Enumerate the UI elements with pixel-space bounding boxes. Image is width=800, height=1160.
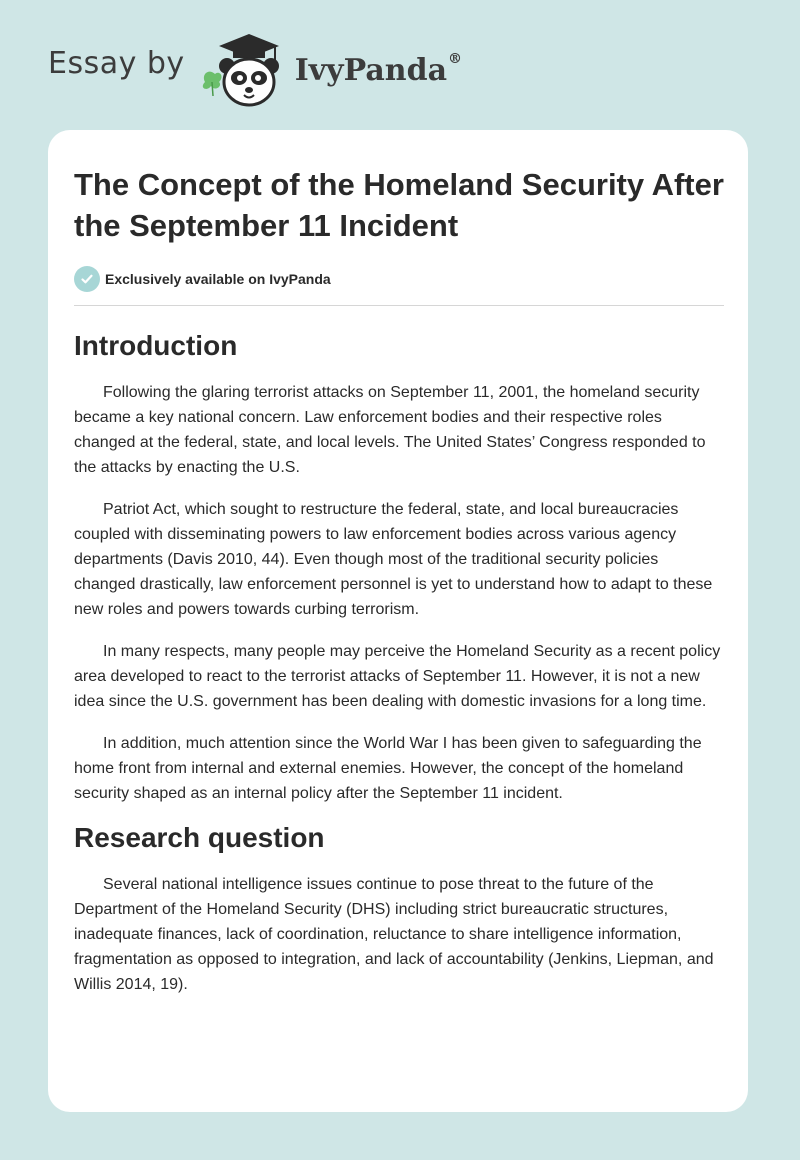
- divider: [74, 305, 724, 306]
- check-circle-icon: [74, 266, 100, 292]
- essay-by-label: Essay by: [48, 45, 185, 81]
- paragraph: Patriot Act, which sought to restructure the federal, state, and local bureaucracies coupled with disseminating powers to law enforcement bodies across various agency departments (Davis 2010, 44). Even though most of the traditional security policies changed drastically, law enforcement personnel is yet to understand how to adapt to these new roles and powers towards curbing terrorism.: [74, 501, 713, 618]
- paragraph: In many respects, many people may perceive the Homeland Security as a recent policy area developed to react to the terrorist attacks of September 11. However, it is not a new idea since the U.S. government has been dealing with domestic invasions for a long time.: [74, 643, 721, 710]
- article-title: The Concept of the Homeland Security After the September 11 Incident: [74, 167, 724, 243]
- section-heading-introduction: Introduction: [74, 330, 238, 361]
- site-header: [48, 30, 462, 110]
- exclusive-badge: [74, 266, 724, 292]
- section-heading-research-question: Research question: [74, 822, 325, 853]
- panda-graduate-icon[interactable]: [199, 30, 289, 110]
- paragraph: Following the glaring terrorist attacks on September 11, 2001, the homeland security became a key national concern. Law enforcement bodies and their respective roles changed at the federal, state, and local levels. The United States’ Congress responded to the attacks by enacting the U.S.: [74, 384, 706, 476]
- exclusive-badge-text: Exclusively available on IvyPanda: [105, 271, 331, 287]
- brand-name[interactable]: IvyPanda®: [294, 50, 463, 88]
- registered-mark: ®: [448, 50, 463, 67]
- paragraph: Several national intelligence issues continue to pose threat to the future of the Department of the Homeland Security (DHS) including strict bureaucratic structures, inadequate finances, lack of coordination, reluctance to share intelligence information, fragmentation as opposed to integration, and lack of accountability (Jenkins, Liepman, and Willis 2014, 19).: [74, 876, 714, 993]
- article-card: [48, 130, 748, 1112]
- paragraph: In addition, much attention since the World War I has been given to safeguarding the home front from internal and external enemies. However, the concept of the homeland security shaped as an internal policy after the September 11 incident.: [74, 735, 702, 802]
- article-content: [74, 164, 724, 997]
